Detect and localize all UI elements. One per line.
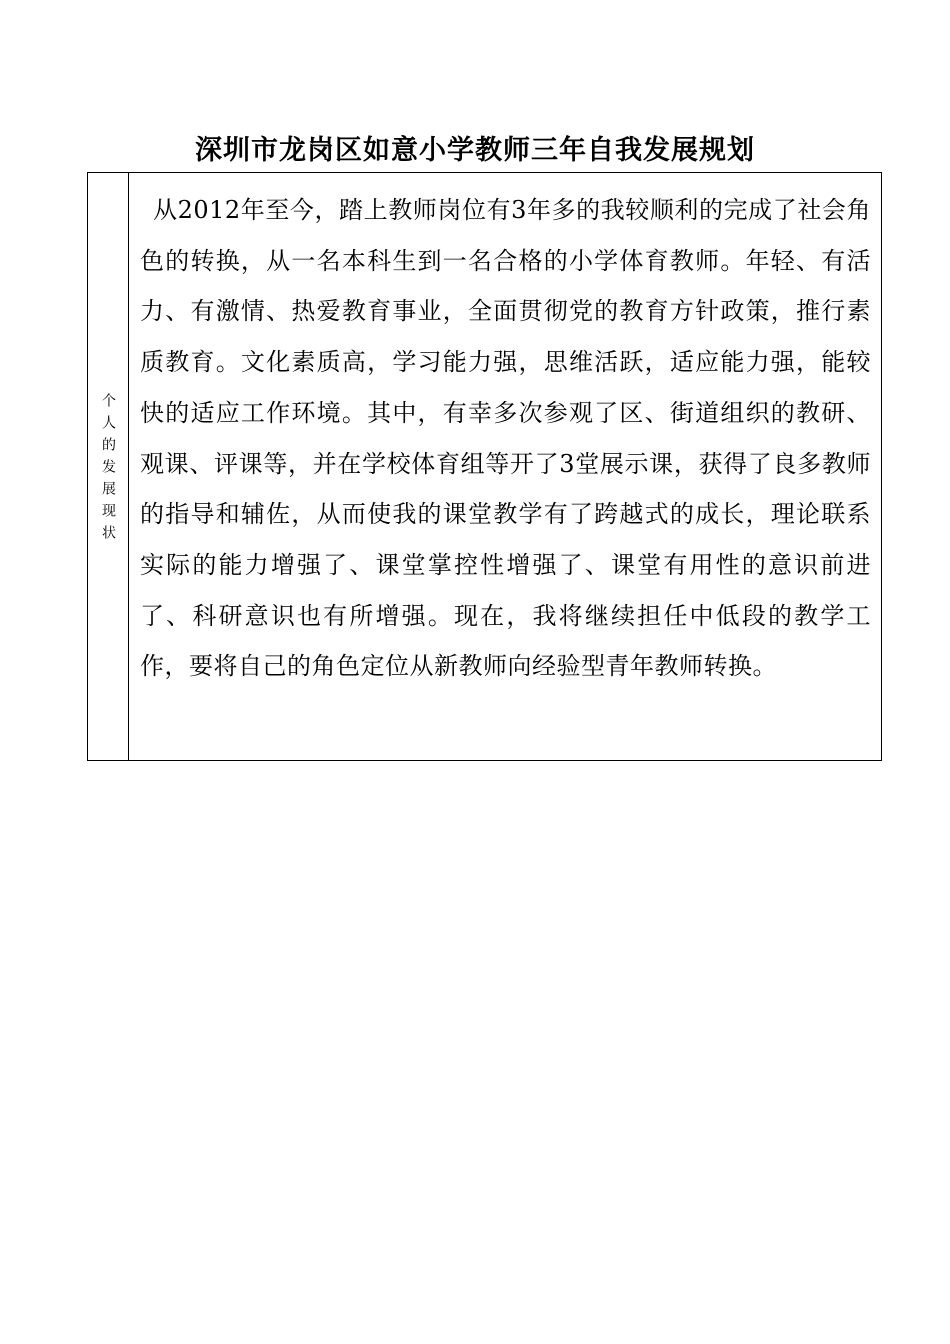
section-content-text: 从2012年至今，踏上教师岗位有3年多的我较顺利的完成了社会角色的转换，从一名本科生到一名合格的小学体育教师。年轻、有活力、有激情、热爱教育事业，全面贯彻党的教育方针政策，推行素质教育。文化素质高，学习能力强，思维活跃，适应能力强，能较快的适应工作环境。其中，有幸多次参观了区、街道组织的教研、观课、评课等，并在学校体育组等开了3堂展示课，获得了良多教师的指导和辅佐，从而使我的课堂教学有了跨越式的成长，理论联系实际的能力增强了、课堂掌控性增强了、课堂有用性的意识前进了、科研意识也有所增强。现在，我将继续担任中低段的教学工作，要将自己的角色定位从新教师向经验型青年教师转换。	[140, 196, 871, 681]
section-label-cell	[88, 173, 129, 760]
section-label: 个人的发展现状	[100, 392, 116, 547]
document-title: 深圳市龙岗区如意小学教师三年自我发展规划	[195, 135, 755, 166]
development-plan-table	[87, 172, 882, 761]
section-content-cell	[129, 173, 881, 760]
